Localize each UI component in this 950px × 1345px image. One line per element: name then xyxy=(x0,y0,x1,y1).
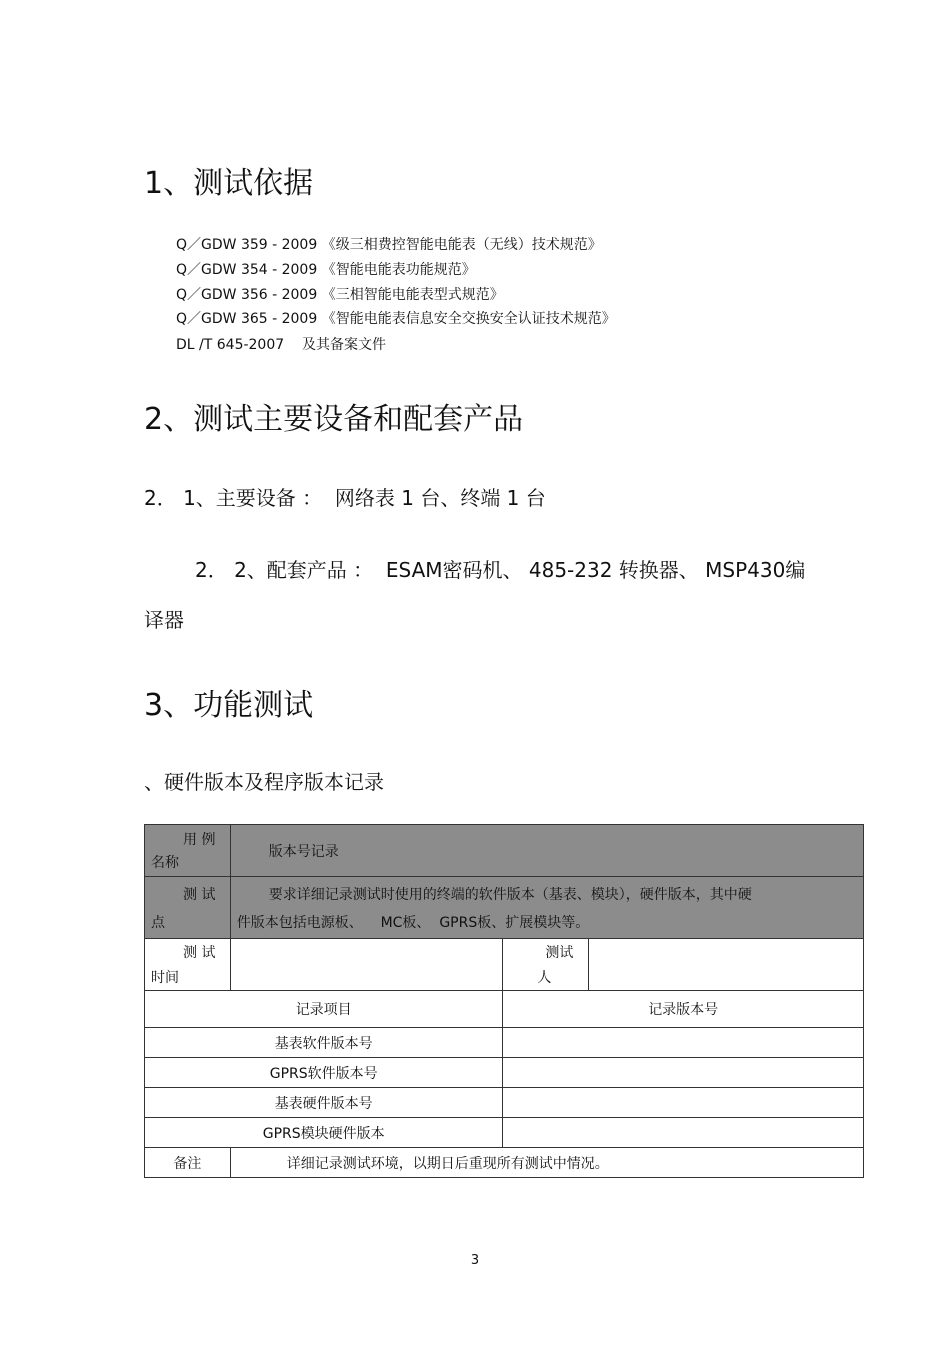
table-row xyxy=(145,877,864,939)
record-item: 基表硬件版本号 xyxy=(145,1088,503,1118)
reference-line: Q／GDW 356 - 2009 《三相智能电能表型式规范》 xyxy=(176,287,504,303)
record-item: GPRS模块硬件版本 xyxy=(145,1118,503,1148)
record-version-value[interactable] xyxy=(503,1088,864,1118)
table-row xyxy=(145,1088,864,1118)
record-item: GPRS软件版本号 xyxy=(145,1058,503,1088)
remark-label: 备注 xyxy=(145,1148,231,1178)
table-row xyxy=(145,825,864,877)
record-version-value[interactable] xyxy=(503,1028,864,1058)
table-row xyxy=(145,1058,864,1088)
record-item-header: 记录项目 xyxy=(145,991,503,1028)
section3-title: 3、功能测试 xyxy=(144,688,314,723)
table-row xyxy=(145,1148,864,1178)
tester-label: 测试 人 xyxy=(503,939,589,991)
products-line: 2． 2、配套产品 ： ESAM密码机、 485-232 转换器、 MSP430编 xyxy=(195,558,806,582)
tester-value[interactable] xyxy=(589,939,864,991)
test-point-value: 要求详细记录测试时使用的终端的软件版本（基表、模块），硬件版本，其中硬 件版本包括电源板、 MC板、 GPRS板、扩展模块等。 xyxy=(230,877,863,939)
section3-subtitle: 、硬件版本及程序版本记录 xyxy=(144,770,384,794)
reference-line: Q／GDW 354 - 2009 《智能电能表功能规范》 xyxy=(176,262,476,278)
section1-title: 1、测试依据 xyxy=(144,166,314,201)
case-name-label: 用 例 名称 xyxy=(145,825,231,877)
table-row xyxy=(145,1118,864,1148)
products-line-continued: 译器 xyxy=(144,608,184,632)
page-number: 3 xyxy=(470,1253,480,1268)
table-row xyxy=(145,939,864,991)
record-item: 基表软件版本号 xyxy=(145,1028,503,1058)
remark-value: 详细记录测试环境，以期日后重现所有测试中情况。 xyxy=(230,1148,863,1178)
equipment-line: 2． 1、主要设备 ： 网络表 1 台、终端 1 台 xyxy=(144,486,546,510)
test-time-label: 测 试 时间 xyxy=(145,939,231,991)
record-version-value[interactable] xyxy=(503,1058,864,1088)
table-row xyxy=(145,1028,864,1058)
record-version-value[interactable] xyxy=(503,1118,864,1148)
reference-line: Q／GDW 365 - 2009 《智能电能表信息安全交换安全认证技术规范》 xyxy=(176,311,616,327)
test-point-label: 测 试 点 xyxy=(145,877,231,939)
reference-line: DL /T 645-2007 及其备案文件 xyxy=(176,337,386,353)
section2-title: 2、测试主要设备和配套产品 xyxy=(144,402,524,437)
case-name-value: 版本号记录 xyxy=(230,825,863,877)
record-version-header: 记录版本号 xyxy=(503,991,864,1028)
table-header-row xyxy=(145,991,864,1028)
version-record-table xyxy=(144,824,864,1178)
reference-line: Q／GDW 359 - 2009 《级三相费控智能电能表（无线）技术规范》 xyxy=(176,237,602,253)
test-time-value[interactable] xyxy=(230,939,503,991)
